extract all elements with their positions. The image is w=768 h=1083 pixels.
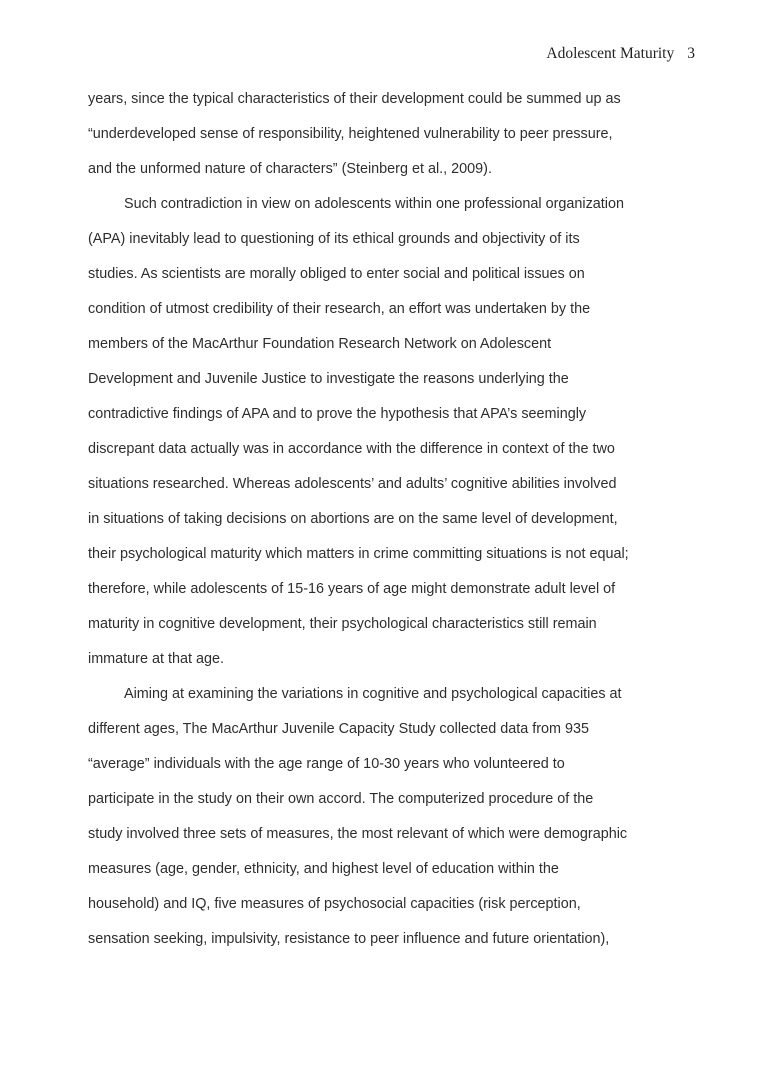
text-line: Such contradiction in view on adolescents within one professional organization bbox=[124, 196, 624, 212]
text-line: their psychological maturity which matters in crime committing situations is not equal; bbox=[88, 546, 629, 562]
text-line: “underdeveloped sense of responsibility, heightened vulnerability to peer pressure, bbox=[88, 126, 613, 142]
text-line: immature at that age. bbox=[88, 651, 224, 667]
text-line: situations researched. Whereas adolescents’ and adults’ cognitive abilities involved bbox=[88, 476, 617, 492]
text-line: years, since the typical characteristics of their development could be summed up as bbox=[88, 91, 621, 107]
text-line: (APA) inevitably lead to questioning of its ethical grounds and objectivity of its bbox=[88, 231, 580, 247]
text-line: study involved three sets of measures, the most relevant of which were demographic bbox=[88, 826, 628, 842]
text-line: in situations of taking decisions on abortions are on the same level of development, bbox=[88, 511, 618, 527]
text-line: therefore, while adolescents of 15-16 years of age might demonstrate adult level of bbox=[88, 581, 616, 597]
document-body bbox=[88, 82, 688, 957]
text-line: Development and Juvenile Justice to investigate the reasons underlying the bbox=[88, 371, 569, 387]
text-line: members of the MacArthur Foundation Research Network on Adolescent bbox=[88, 336, 552, 352]
text-line: and the unformed nature of characters” (Steinberg et al., 2009). bbox=[88, 161, 492, 177]
text-line: measures (age, gender, ethnicity, and highest level of education within the bbox=[88, 861, 559, 877]
text-line: contradictive findings of APA and to prove the hypothesis that APA’s seemingly bbox=[88, 406, 587, 422]
text-line: sensation seeking, impulsivity, resistance to peer influence and future orientation), bbox=[88, 931, 610, 947]
text-line: different ages, The MacArthur Juvenile Capacity Study collected data from 935 bbox=[88, 721, 590, 737]
text-line: Aiming at examining the variations in cognitive and psychological capacities at bbox=[124, 686, 622, 702]
text-line: participate in the study on their own accord. The computerized procedure of the bbox=[88, 791, 594, 807]
text-line: discrepant data actually was in accordance with the difference in context of the two bbox=[88, 441, 615, 457]
running-head-title: Adolescent Maturity bbox=[546, 45, 675, 62]
text-line: maturity in cognitive development, their psychological characteristics still remain bbox=[88, 616, 597, 632]
running-head bbox=[546, 45, 695, 63]
text-line: “average” individuals with the age range of 10-30 years who volunteered to bbox=[88, 756, 565, 772]
text-line: studies. As scientists are morally obliged to enter social and political issues on bbox=[88, 266, 585, 282]
page-number: 3 bbox=[687, 45, 695, 62]
text-line: household) and IQ, five measures of psychosocial capacities (risk perception, bbox=[88, 896, 581, 912]
text-line: condition of utmost credibility of their research, an effort was undertaken by the bbox=[88, 301, 591, 317]
